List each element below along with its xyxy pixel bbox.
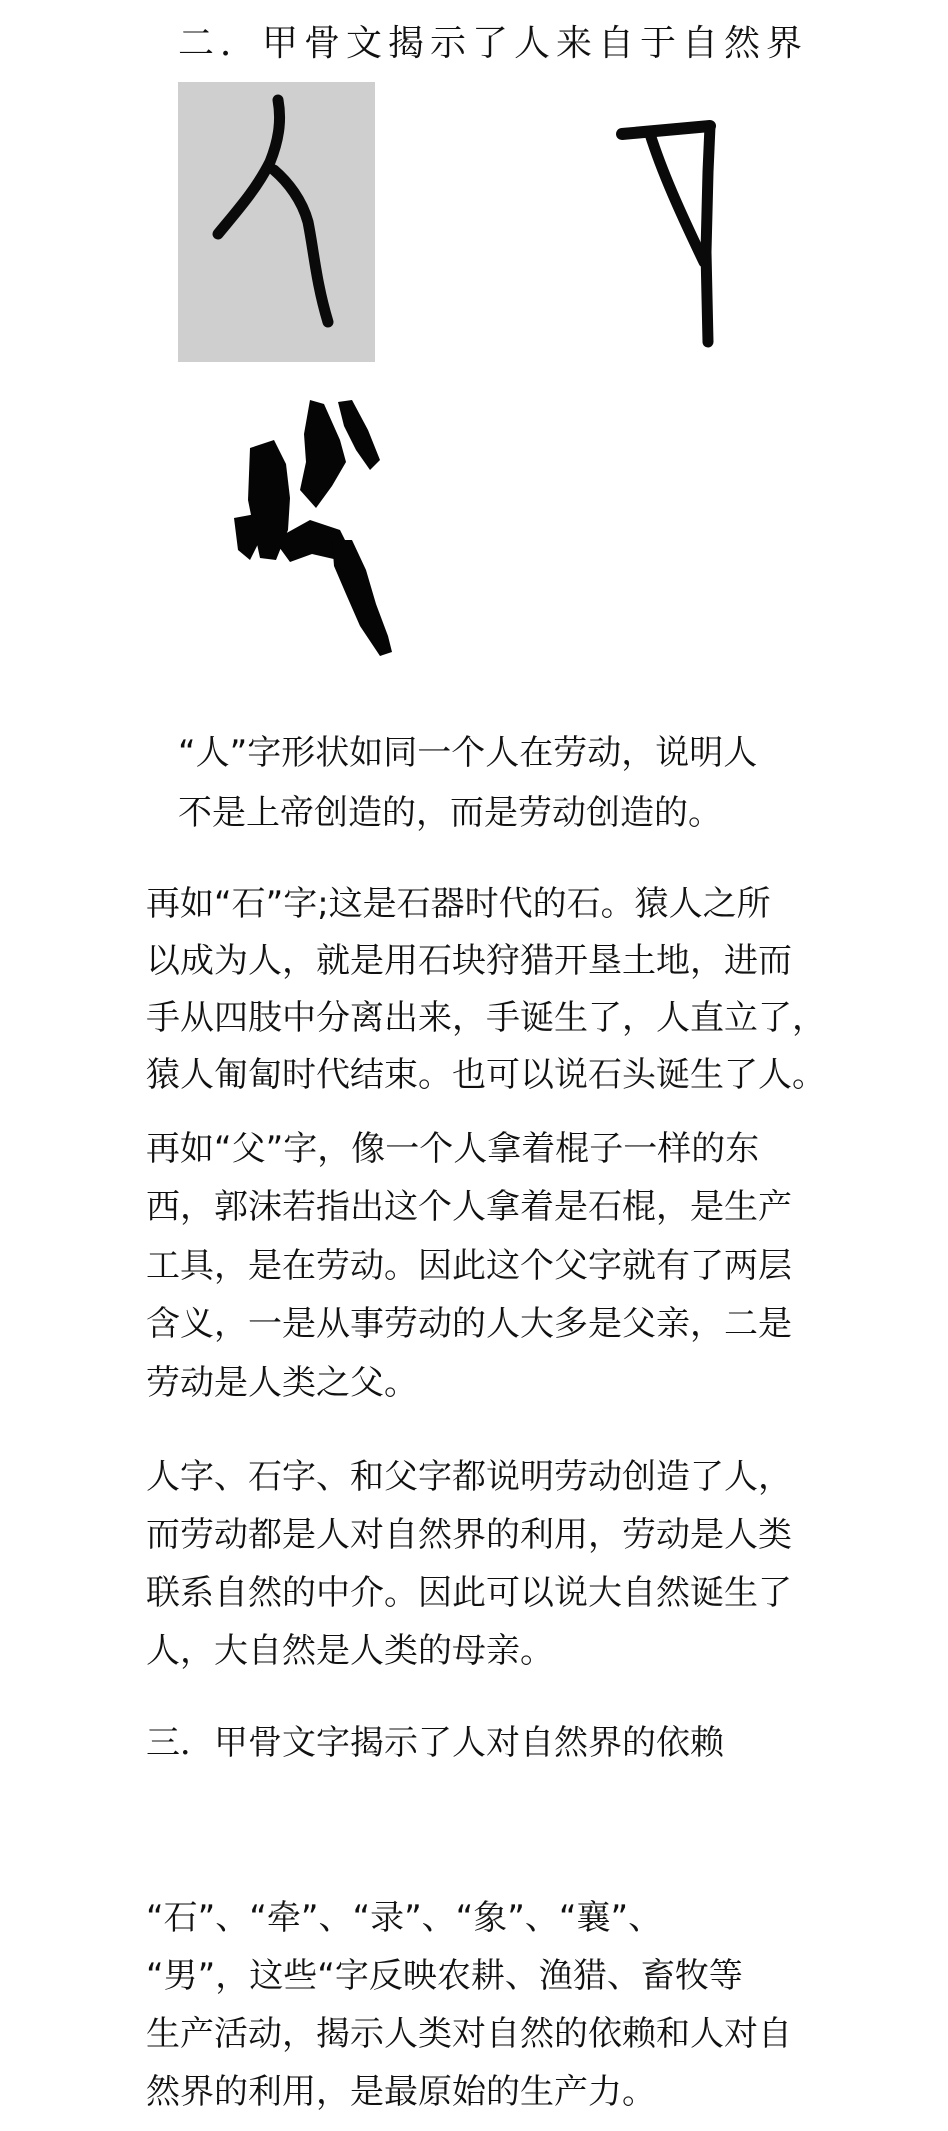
para-summary-line-4: 人，大自然是人类的母亲。 — [146, 1631, 554, 1671]
section-2-heading: 二．甲骨文揭示了人来自于自然界 — [178, 23, 809, 64]
para-fu-line-2: 西，郭沫若指出这个人拿着是石棍，是生产 — [146, 1187, 792, 1227]
para-fu-line-5: 劳动是人类之父。 — [146, 1363, 418, 1403]
para-final-line-1: “石”、“牵”、“录”、“象”、“襄”、 — [146, 1898, 663, 1938]
para-shi-line-2: 以成为人，就是用石块狩猎开垦土地，进而 — [146, 941, 792, 981]
para-fu-line-1: 再如“父”字，像一个人拿着棍子一样的东 — [146, 1129, 760, 1169]
oracle-bone-ren-icon — [178, 82, 375, 362]
para-final-line-4: 然界的利用，是最原始的生产力。 — [146, 2072, 656, 2112]
caption-line-1: “人”字形状如同一个人在劳动，说明人 — [178, 733, 758, 773]
para-summary-line-1: 人字、石字、和父字都说明劳动创造了人， — [146, 1457, 792, 1497]
section-3-heading: 三．甲骨文字揭示了人对自然界的依赖 — [146, 1723, 724, 1763]
para-final-line-3: 生产活动，揭示人类对自然的依赖和人对自 — [146, 2014, 792, 2054]
oracle-bone-ren-image — [178, 82, 375, 362]
para-fu-line-4: 含义，一是从事劳动的人大多是父亲，二是 — [146, 1304, 792, 1344]
para-summary-line-3: 联系自然的中介。因此可以说大自然诞生了 — [146, 1573, 792, 1613]
caption-line-2: 不是上帝创造的，而是劳动创造的。 — [178, 793, 722, 833]
para-fu-line-3: 工具，是在劳动。因此这个父字就有了两层 — [146, 1246, 792, 1286]
para-shi-line-4: 猿人匍匐时代结束。也可以说石头诞生了人。 — [146, 1055, 826, 1095]
para-shi-line-3: 手从四肢中分离出来，手诞生了，人直立了， — [146, 998, 826, 1038]
para-shi-line-1: 再如“石”字;这是石器时代的石。猿人之所 — [146, 884, 771, 924]
oracle-bone-fu-icon — [220, 390, 430, 670]
oracle-bone-shi-image — [610, 112, 730, 362]
oracle-bone-fu-image — [220, 390, 430, 670]
para-final-line-2: “男”，这些“字反映农耕、渔猎、畜牧等 — [146, 1956, 743, 1996]
oracle-bone-shi-icon — [610, 112, 730, 362]
para-summary-line-2: 而劳动都是人对自然界的利用，劳动是人类 — [146, 1515, 792, 1555]
